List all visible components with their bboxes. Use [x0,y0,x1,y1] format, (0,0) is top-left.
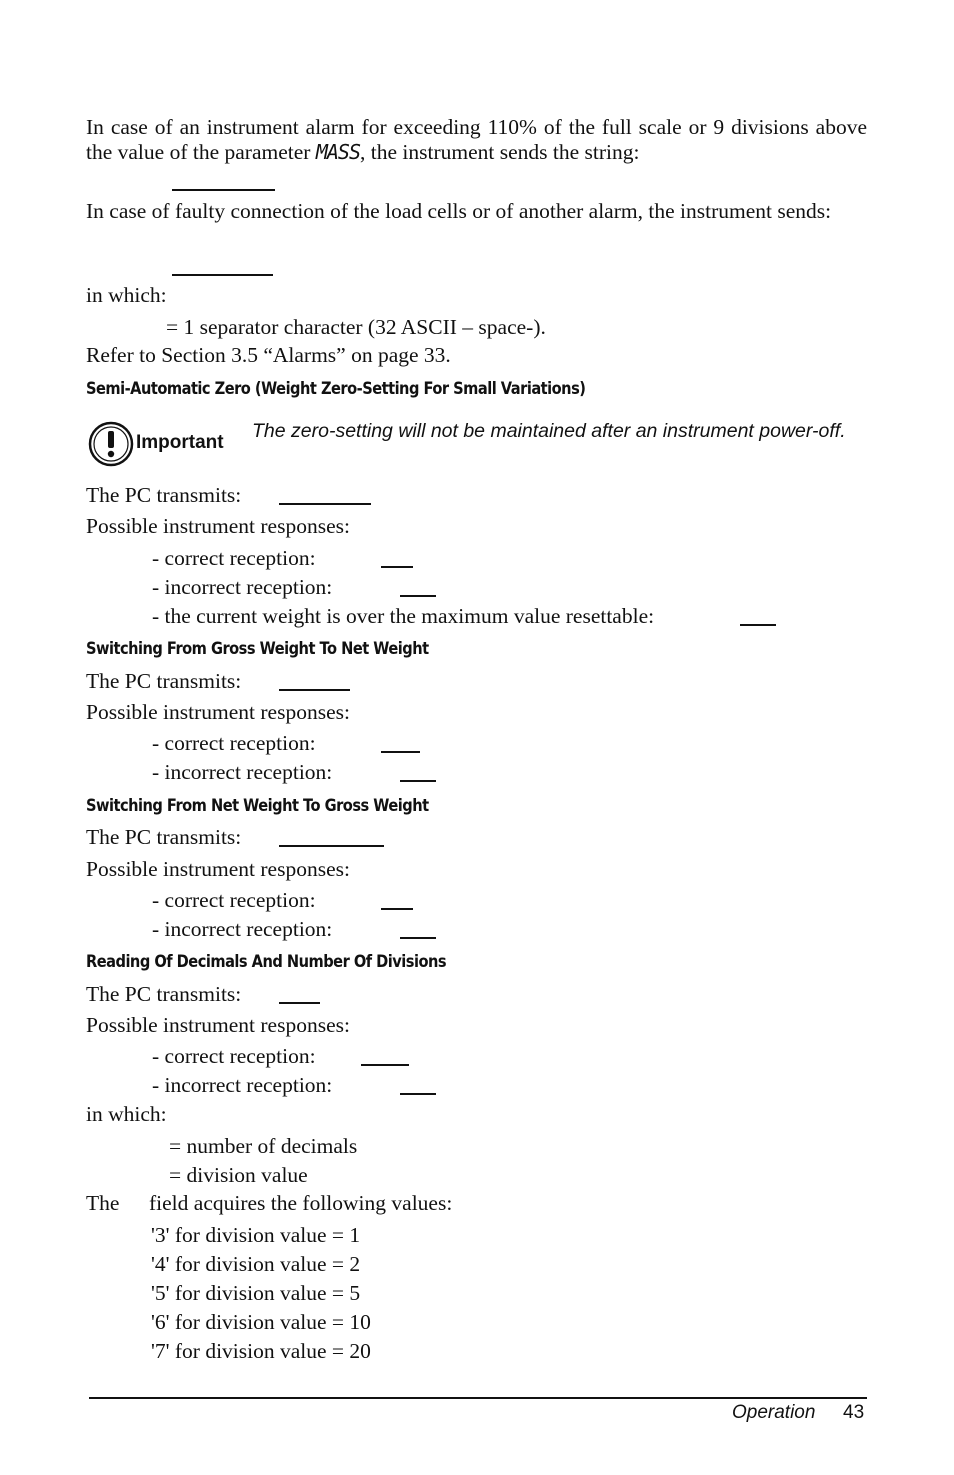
dec-correct-underline [361,1064,409,1066]
semi-over-max-underline [740,624,776,626]
semi-pc-transmits: The PC transmits: [86,483,242,507]
n2g-pc-transmits: The PC transmits: [86,825,242,849]
important-icon [88,421,134,467]
g2n-incorrect: - incorrect reception: [152,760,333,784]
alarms-reference: Refer to Section 3.5 “Alarms” on page 33. [86,343,451,367]
alarm-paragraph [86,115,867,165]
dec-responses: Possible instrument responses: [86,1013,350,1037]
separator-definition: = 1 separator character (32 ASCII – space-). [166,315,546,339]
g2n-correct: - correct reception: [152,731,316,755]
dec-pc-transmits: The PC transmits: [86,982,242,1006]
n2g-command-underline [279,845,384,847]
alarm-string-underline [172,189,275,191]
footer-rule [89,1397,867,1399]
dec-correct: - correct reception: [152,1044,316,1068]
semi-correct-underline [381,566,413,568]
page-number: 43 [843,1402,865,1423]
n2g-correct-underline [381,908,413,910]
field-prefix: The [86,1191,120,1215]
dec-in-which: in which: [86,1102,167,1126]
n2g-incorrect: - incorrect reception: [152,917,333,941]
semi-correct: - correct reception: [152,546,316,570]
faulty-string-underline [172,274,273,276]
g2n-incorrect-underline [400,780,436,782]
def-decimals: = number of decimals [169,1134,358,1158]
division-value-item: '4' for division value = 2 [151,1252,361,1276]
semi-responses: Possible instrument responses: [86,514,350,538]
n2g-correct: - correct reception: [152,888,316,912]
n2g-responses: Possible instrument responses: [86,857,350,881]
division-value-item: '6' for division value = 10 [151,1310,371,1334]
g2n-command-underline [279,689,350,691]
dec-incorrect: - incorrect reception: [152,1073,333,1097]
semi-command-underline [279,503,371,505]
g2n-responses: Possible instrument responses: [86,700,350,724]
division-value-item: '7' for division value = 20 [151,1339,371,1363]
in-which-label: in which: [86,283,167,307]
heading-gross-to-net: Switching From Gross Weight To Net Weight [86,639,429,659]
heading-decimals-divisions: Reading Of Decimals And Number Of Divisions [86,952,447,972]
important-note: The zero-setting will not be maintained after an instrument power-off. [252,420,846,442]
alarm-text-2: , the instrument sends the string: [360,140,640,164]
heading-net-to-gross: Switching From Net Weight To Gross Weight [86,796,429,816]
g2n-correct-underline [381,751,420,753]
important-label: Important [136,432,224,453]
footer-section: Operation [732,1402,816,1423]
faulty-paragraph: In case of faulty connection of the load cells or of another alarm, the instrument sends: [86,199,832,223]
g2n-pc-transmits: The PC transmits: [86,669,242,693]
heading-semi-automatic-zero: Semi-Automatic Zero (Weight Zero-Setting For Small Variations) [86,379,586,399]
alarm-text-1: In case of an instrument alarm for exceeding 110% of the full scale or 9 divisions above the value of the parameter [86,115,867,164]
dec-incorrect-underline [400,1093,436,1095]
semi-incorrect-underline [400,595,436,597]
mass-parameter: MASS [315,140,360,164]
semi-incorrect: - incorrect reception: [152,575,333,599]
field-suffix: field acquires the following values: [149,1191,453,1215]
dec-command-underline [279,1002,320,1004]
division-value-item: '5' for division value = 5 [151,1281,361,1305]
n2g-incorrect-underline [400,937,436,939]
semi-over-max: - the current weight is over the maximum value resettable: [152,604,655,628]
def-division: = division value [169,1163,308,1187]
division-value-item: '3' for division value = 1 [151,1223,361,1247]
